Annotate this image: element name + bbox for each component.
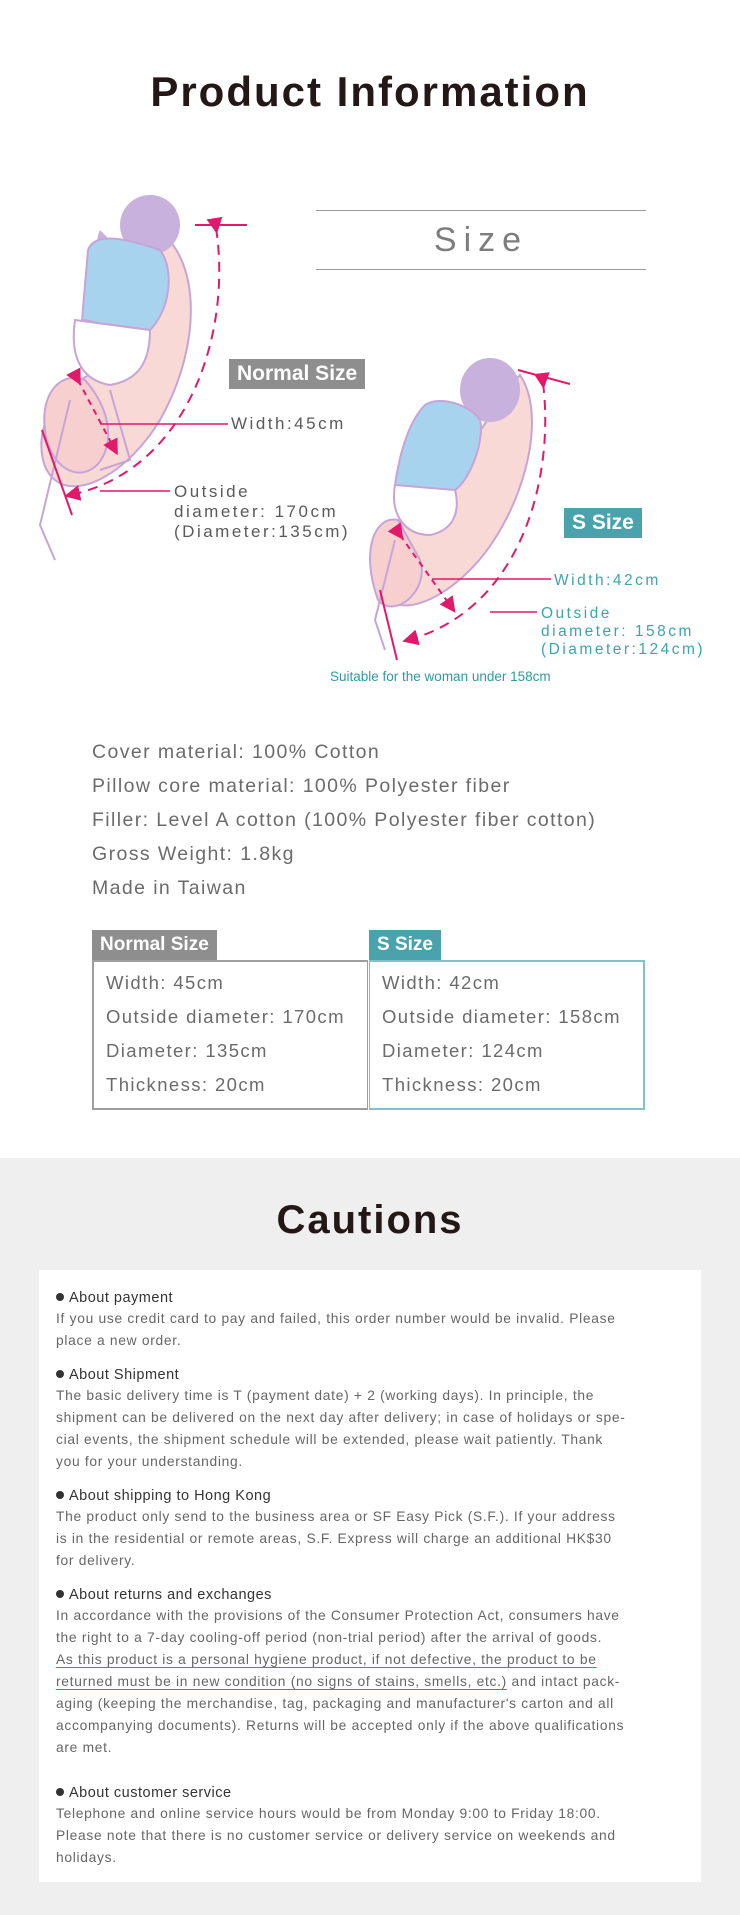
caution-line: cial events, the shipment schedule will be extended, please wait patiently. Thank — [56, 1432, 604, 1447]
caution-title: About shipping to Hong Kong — [69, 1488, 272, 1504]
cautions-section — [0, 1158, 740, 1915]
caution-title: About returns and exchanges — [69, 1587, 272, 1603]
caution-line: and intact pack- — [506, 1674, 621, 1689]
s-size-note: Suitable for the woman under 158cm — [330, 669, 551, 684]
caution-line-highlight: As this product is a personal hygiene product, if not defective, the product to be — [56, 1652, 597, 1667]
s-outside-label-3: (Diameter:124cm) — [541, 641, 706, 658]
bullet-icon — [56, 1590, 64, 1598]
caution-line: is in the residential or remote areas, S.F. Express will charge an additional HK$30 — [56, 1531, 612, 1546]
s-width-label: Width:42cm — [554, 572, 661, 589]
caution-line: accompanying documents). Returns will be accepted only if the above qualifications — [56, 1718, 625, 1733]
normal-size-table — [92, 930, 368, 1110]
caution-title: About customer service — [69, 1785, 232, 1801]
caution-line: Telephone and online service hours would be from Monday 9:00 to Friday 18:00. — [56, 1806, 601, 1821]
bullet-icon — [56, 1788, 64, 1796]
table-row: Diameter: 135cm — [106, 1040, 268, 1061]
caution-line: The product only send to the business area or SF Easy Pick (S.F.). If your address — [56, 1509, 616, 1524]
s-size-table-title: S Size — [369, 930, 441, 960]
table-row: Diameter: 124cm — [382, 1040, 544, 1061]
table-row: Width: 45cm — [106, 972, 225, 993]
caution-line: If you use credit card to pay and failed, this order number would be invalid. Please — [56, 1311, 616, 1326]
normal-size-table-title: Normal Size — [92, 930, 217, 960]
bullet-icon — [56, 1293, 64, 1301]
caution-payment — [56, 1288, 696, 1352]
normal-outside-label-3: (Diameter:135cm) — [174, 522, 351, 541]
table-row: Thickness: 20cm — [382, 1074, 542, 1095]
s-size-illustration — [370, 358, 570, 660]
caution-title: About Shipment — [69, 1367, 180, 1383]
bullet-icon — [56, 1491, 64, 1499]
normal-width-label: Width:45cm — [231, 414, 346, 433]
table-row: Thickness: 20cm — [106, 1074, 266, 1095]
normal-outside-label-1: Outside — [174, 482, 251, 501]
caution-line: are met. — [56, 1740, 113, 1755]
page-title: Product Information — [150, 68, 590, 115]
cautions-title: Cautions — [276, 1198, 464, 1242]
spec-item: Filler: Level A cotton (100% Polyester fiber cotton) — [92, 809, 597, 831]
caution-line: aging (keeping the merchandise, tag, packaging and manufacturer's carton and all — [56, 1696, 614, 1711]
caution-line: In accordance with the provisions of the Consumer Protection Act, consumers have — [56, 1608, 620, 1623]
caution-line: you for your understanding. — [56, 1454, 243, 1469]
table-row: Width: 42cm — [382, 972, 501, 993]
s-size-table — [369, 930, 645, 1110]
bullet-icon — [56, 1370, 64, 1378]
caution-line: place a new order. — [56, 1333, 182, 1348]
s-size-table-body — [369, 960, 645, 1110]
pillow-illustrations — [0, 0, 740, 700]
spec-item: Cover material: 100% Cotton — [92, 741, 381, 763]
caution-line-highlight: returned must be in new condition (no signs of stains, smells, etc.) — [56, 1674, 507, 1689]
spec-item: Gross Weight: 1.8kg — [92, 843, 295, 865]
normal-size-table-body — [92, 960, 368, 1110]
caution-hong-kong — [56, 1486, 696, 1572]
caution-line: Please note that there is no customer service or delivery service on weekends and — [56, 1828, 616, 1843]
table-row: Outside diameter: 158cm — [382, 1006, 621, 1027]
spec-item: Pillow core material: 100% Polyester fiber — [92, 775, 511, 797]
size-heading: Size — [316, 210, 646, 270]
caution-customer-service — [56, 1783, 696, 1869]
caution-line: The basic delivery time is T (payment date) + 2 (working days). In principle, the — [56, 1388, 595, 1403]
caution-line: shipment can be delivered on the next day after delivery; in case of holidays or spe- — [56, 1410, 626, 1425]
s-outside-label-1: Outside — [541, 605, 612, 622]
normal-size-badge: Normal Size — [229, 359, 365, 389]
caution-line: for delivery. — [56, 1553, 136, 1568]
spec-list — [92, 735, 596, 905]
s-outside-label-2: diameter: 158cm — [541, 623, 694, 640]
s-size-badge: S Size — [564, 508, 642, 538]
spec-item: Made in Taiwan — [92, 877, 247, 899]
normal-outside-label-2: diameter: 170cm — [174, 502, 339, 521]
caution-line: the right to a 7-day cooling-off period (non-trial period) after the arrival of goods. — [56, 1630, 603, 1645]
caution-title: About payment — [69, 1290, 174, 1306]
caution-line: holidays. — [56, 1850, 117, 1865]
caution-returns — [56, 1585, 696, 1759]
caution-shipment — [56, 1365, 696, 1473]
table-row: Outside diameter: 170cm — [106, 1006, 345, 1027]
cautions-card — [39, 1270, 701, 1882]
